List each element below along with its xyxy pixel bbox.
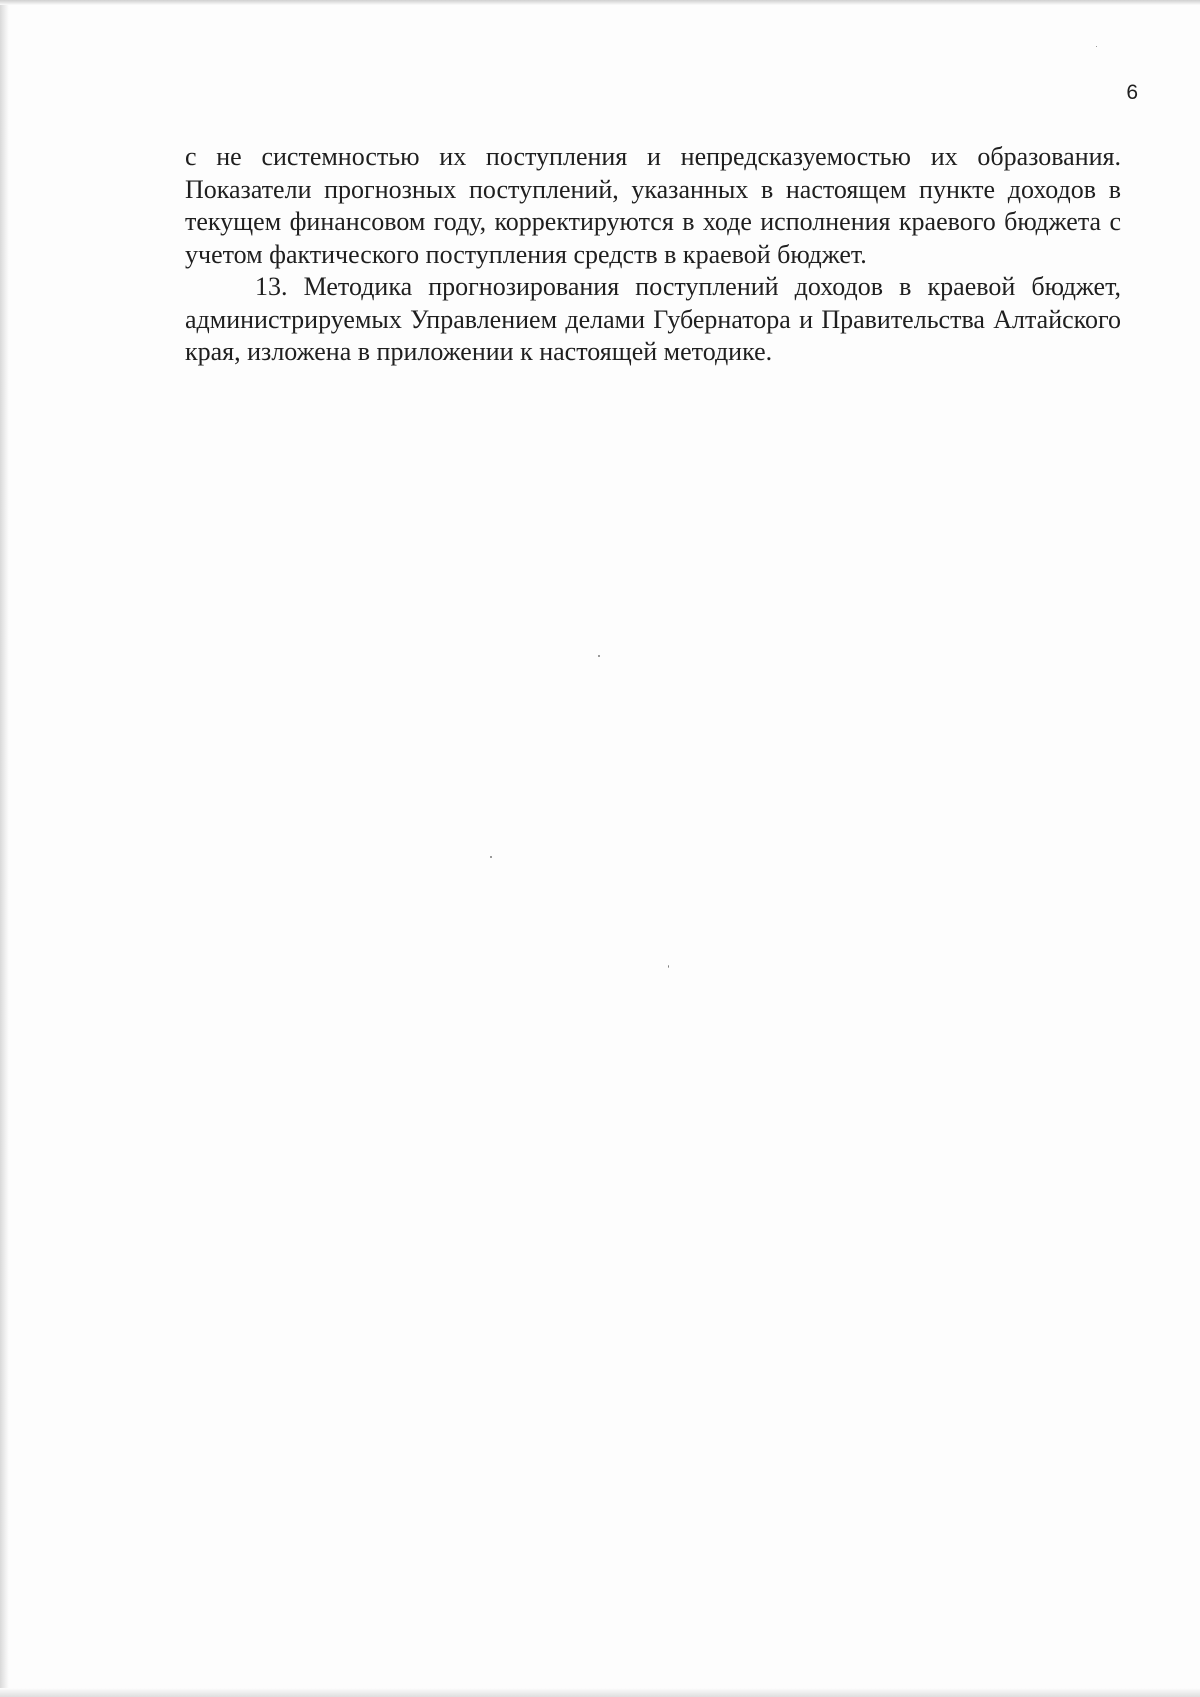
scan-speck	[490, 856, 492, 858]
paragraph-continuation: с не системностью их поступления и непредсказуемостью их образования. Показатели прогнозных поступлений, указанных в настоящем пункте доходов в текущем финансовом году, корректируются в ходе исполнения краевого бюджета с учетом фактического поступления средств в краевой бюджет.	[185, 142, 1121, 269]
body-text	[185, 141, 1121, 369]
page-number: 6	[1126, 81, 1138, 104]
scan-edge-left	[0, 0, 9, 1697]
scan-edge-bottom	[0, 1688, 1200, 1697]
scan-speck	[668, 965, 669, 968]
paragraph-item-13: 13. Методика прогнозирования поступлений доходов в краевой бюджет, администрируемых Управлением делами Губернатора и Правительства Алтайского края, изложена в приложении к настоящей методике.	[185, 272, 1121, 366]
scan-edge-top	[0, 0, 1200, 5]
scan-speck	[598, 655, 600, 657]
scan-speck	[1096, 46, 1097, 47]
